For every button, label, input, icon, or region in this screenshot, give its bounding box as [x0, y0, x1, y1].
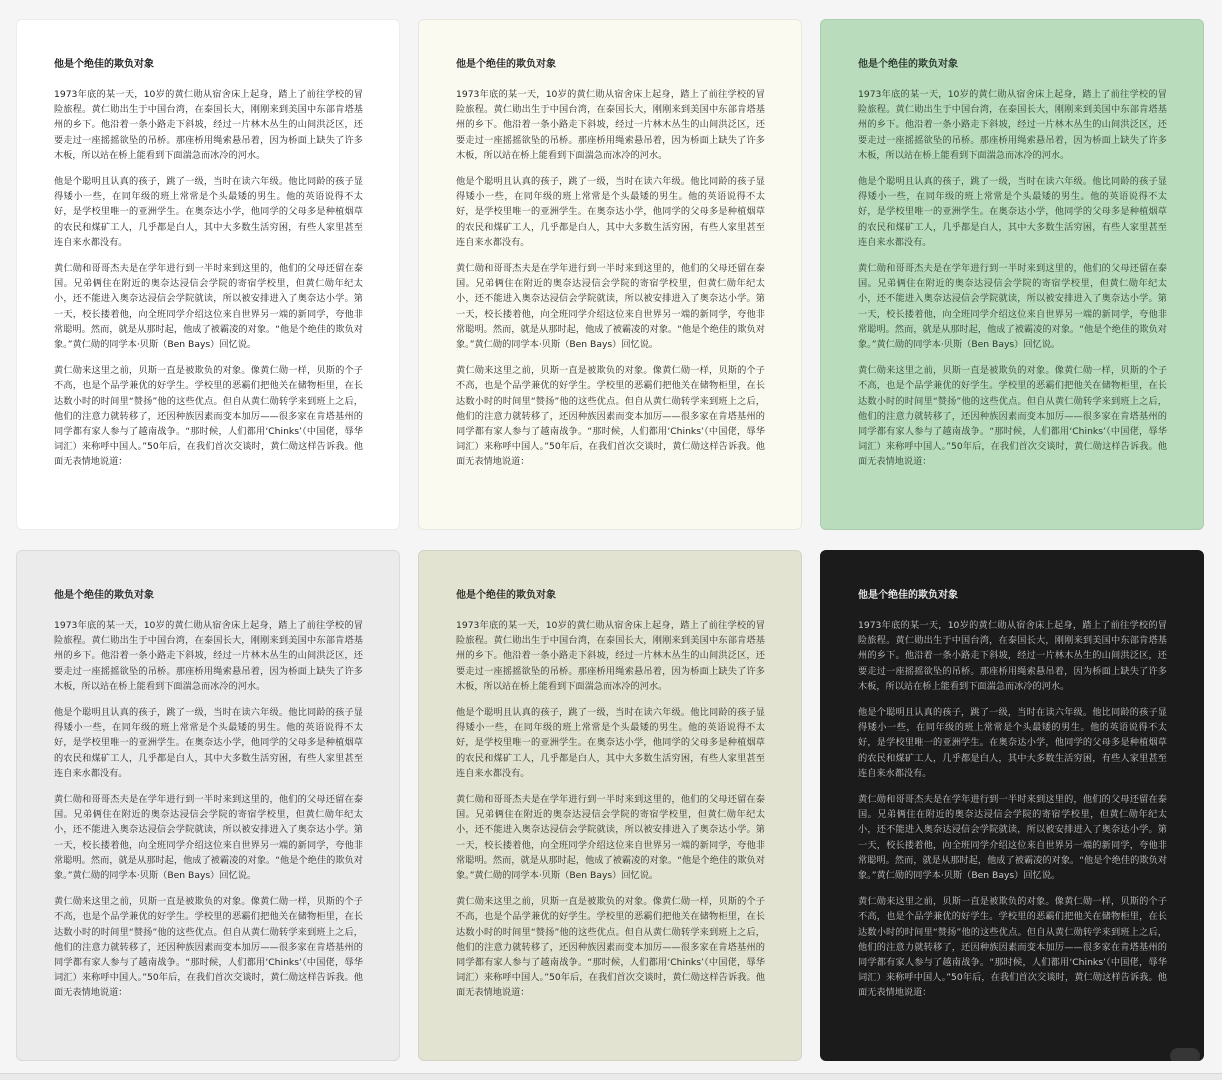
- theme-card-gray[interactable]: [16, 550, 400, 1061]
- article-paragraph: 黄仁勋来这里之前，贝斯一直是被欺负的对象。像黄仁勋一样，贝斯的个子不高，也是个品学兼优的好学生。学校里的恶霸们把他关在储物柜里，在长达数小时的时间里“赞扬”他的这些优点。但自从黄仁勋转学来到班上之后，他们的注意力就转移了，还因种族因素而变本加厉——很多家在肯塔基州的同学都有家人参与了越南战争。“那时候，人们都用‘Chinks’（中国佬，辱华词汇）来称呼中国人。”50年后，在我们首次交谈时，黄仁勋这样告诉我。他面无表情地说道：: [858, 365, 1167, 468]
- article-paragraph: 他是个聪明且认真的孩子，跳了一级，当时在读六年级。他比同龄的孩子显得矮小一些，在同年级的班上常常是个头最矮的男生。他的英语说得不太好，是学校里唯一的亚洲学生。在奥奈达小学，他同学的父母多是种植烟草的农民和煤矿工人，几乎都是白人，其中大多数生活穷困，有些人家里甚至连自来水都没有。: [54, 707, 363, 779]
- article-paragraph: 1973年底的某一天，10岁的黄仁勋从宿舍床上起身，踏上了前往学校的冒险旅程。黄仁勋出生于中国台湾，在泰国长大，刚刚来到美国中东部肯塔基州的乡下。他沿着一条小路走下斜坡，经过一片林木丛生的山间洪泛区，还要走过一座摇摇欲坠的吊桥。那座桥用绳索悬吊着，因为桥面上缺失了许多木板，所以站在桥上能看到下面湍急而冰冷的河水。: [858, 620, 1167, 692]
- article-paragraph: 黄仁勋来这里之前，贝斯一直是被欺负的对象。像黄仁勋一样，贝斯的个子不高，也是个品学兼优的好学生。学校里的恶霸们把他关在储物柜里，在长达数小时的时间里“赞扬”他的这些优点。但自从黄仁勋转学来到班上之后，他们的注意力就转移了，还因种族因素而变本加厉——很多家在肯塔基州的同学都有家人参与了越南战争。“那时候，人们都用‘Chinks’（中国佬，辱华词汇）来称呼中国人。”50年后，在我们首次交谈时，黄仁勋这样告诉我。他面无表情地说道：: [858, 896, 1167, 999]
- article-paragraph: 黄仁勋来这里之前，贝斯一直是被欺负的对象。像黄仁勋一样，贝斯的个子不高，也是个品学兼优的好学生。学校里的恶霸们把他关在储物柜里，在长达数小时的时间里“赞扬”他的这些优点。但自从黄仁勋转学来到班上之后，他们的注意力就转移了，还因种族因素而变本加厉——很多家在肯塔基州的同学都有家人参与了越南战争。“那时候，人们都用‘Chinks’（中国佬，辱华词汇）来称呼中国人。”50年后，在我们首次交谈时，黄仁勋这样告诉我。他面无表情地说道：: [54, 365, 363, 468]
- theme-card-dark[interactable]: [820, 550, 1204, 1061]
- article-title: 他是个绝佳的欺负对象: [858, 590, 958, 601]
- article-paragraph: 他是个聪明且认真的孩子，跳了一级，当时在读六年级。他比同龄的孩子显得矮小一些，在同年级的班上常常是个头最矮的男生。他的英语说得不太好，是学校里唯一的亚洲学生。在奥奈达小学，他同学的父母多是种植烟草的农民和煤矿工人，几乎都是白人，其中大多数生活穷困，有些人家里甚至连自来水都没有。: [54, 176, 363, 248]
- theme-card-khaki[interactable]: [418, 550, 802, 1061]
- article-paragraph: 黄仁勋来这里之前，贝斯一直是被欺负的对象。像黄仁勋一样，贝斯的个子不高，也是个品学兼优的好学生。学校里的恶霸们把他关在储物柜里，在长达数小时的时间里“赞扬”他的这些优点。但自从黄仁勋转学来到班上之后，他们的注意力就转移了，还因种族因素而变本加厉——很多家在肯塔基州的同学都有家人参与了越南战争。“那时候，人们都用‘Chinks’（中国佬，辱华词汇）来称呼中国人。”50年后，在我们首次交谈时，黄仁勋这样告诉我。他面无表情地说道：: [456, 896, 765, 999]
- article-title: 他是个绝佳的欺负对象: [54, 59, 154, 70]
- article-paragraph: 黄仁勋来这里之前，贝斯一直是被欺负的对象。像黄仁勋一样，贝斯的个子不高，也是个品学兼优的好学生。学校里的恶霸们把他关在储物柜里，在长达数小时的时间里“赞扬”他的这些优点。但自从黄仁勋转学来到班上之后，他们的注意力就转移了，还因种族因素而变本加厉——很多家在肯塔基州的同学都有家人参与了越南战争。“那时候，人们都用‘Chinks’（中国佬，辱华词汇）来称呼中国人。”50年后，在我们首次交谈时，黄仁勋这样告诉我。他面无表情地说道：: [456, 365, 765, 468]
- article-title: 他是个绝佳的欺负对象: [456, 590, 556, 601]
- bottom-edge: [0, 1073, 1222, 1080]
- article-paragraph: 他是个聪明且认真的孩子，跳了一级，当时在读六年级。他比同龄的孩子显得矮小一些，在同年级的班上常常是个头最矮的男生。他的英语说得不太好，是学校里唯一的亚洲学生。在奥奈达小学，他同学的父母多是种植烟草的农民和煤矿工人，几乎都是白人，其中大多数生活穷困，有些人家里甚至连自来水都没有。: [456, 707, 765, 779]
- article-paragraph: 他是个聪明且认真的孩子，跳了一级，当时在读六年级。他比同龄的孩子显得矮小一些，在同年级的班上常常是个头最矮的男生。他的英语说得不太好，是学校里唯一的亚洲学生。在奥奈达小学，他同学的父母多是种植烟草的农民和煤矿工人，几乎都是白人，其中大多数生活穷困，有些人家里甚至连自来水都没有。: [858, 707, 1167, 779]
- article-title: 他是个绝佳的欺负对象: [54, 590, 154, 601]
- article-paragraph: 黄仁勋和哥哥杰夫是在学年进行到一半时来到这里的，他们的父母还留在泰国。兄弟俩住在附近的奥奈达浸信会学院的寄宿学校里，但黄仁勋年纪太小，还不能进入奥奈达浸信会学院就读，所以被安排进入了奥奈达小学。第一天，校长搂着他，向全班同学介绍这位来自世界另一端的新同学，夸他非常聪明。然而，就是从那时起，他成了被霸凌的对象。“他是个绝佳的欺负对象。”黄仁勋的同学本·贝斯（Ben Bays）回忆说。: [858, 794, 1167, 882]
- article-paragraph: 他是个聪明且认真的孩子，跳了一级，当时在读六年级。他比同龄的孩子显得矮小一些，在同年级的班上常常是个头最矮的男生。他的英语说得不太好，是学校里唯一的亚洲学生。在奥奈达小学，他同学的父母多是种植烟草的农民和煤矿工人，几乎都是白人，其中大多数生活穷困，有些人家里甚至连自来水都没有。: [456, 176, 765, 248]
- article-paragraph: 1973年底的某一天，10岁的黄仁勋从宿舍床上起身，踏上了前往学校的冒险旅程。黄仁勋出生于中国台湾，在泰国长大，刚刚来到美国中东部肯塔基州的乡下。他沿着一条小路走下斜坡，经过一片林木丛生的山间洪泛区，还要走过一座摇摇欲坠的吊桥。那座桥用绳索悬吊着，因为桥面上缺失了许多木板，所以站在桥上能看到下面湍急而冰冷的河水。: [456, 620, 765, 692]
- article-paragraph: 黄仁勋和哥哥杰夫是在学年进行到一半时来到这里的，他们的父母还留在泰国。兄弟俩住在附近的奥奈达浸信会学院的寄宿学校里，但黄仁勋年纪太小，还不能进入奥奈达浸信会学院就读，所以被安排进入了奥奈达小学。第一天，校长搂着他，向全班同学介绍这位来自世界另一端的新同学，夸他非常聪明。然而，就是从那时起，他成了被霸凌的对象。“他是个绝佳的欺负对象。”黄仁勋的同学本·贝斯（Ben Bays）回忆说。: [456, 263, 765, 351]
- article-paragraph: 黄仁勋和哥哥杰夫是在学年进行到一半时来到这里的，他们的父母还留在泰国。兄弟俩住在附近的奥奈达浸信会学院的寄宿学校里，但黄仁勋年纪太小，还不能进入奥奈达浸信会学院就读，所以被安排进入了奥奈达小学。第一天，校长搂着他，向全班同学介绍这位来自世界另一端的新同学，夸他非常聪明。然而，就是从那时起，他成了被霸凌的对象。“他是个绝佳的欺负对象。”黄仁勋的同学本·贝斯（Ben Bays）回忆说。: [54, 263, 363, 351]
- theme-card-green[interactable]: [820, 19, 1204, 530]
- article-paragraph: 1973年底的某一天，10岁的黄仁勋从宿舍床上起身，踏上了前往学校的冒险旅程。黄仁勋出生于中国台湾，在泰国长大，刚刚来到美国中东部肯塔基州的乡下。他沿着一条小路走下斜坡，经过一片林木丛生的山间洪泛区，还要走过一座摇摇欲坠的吊桥。那座桥用绳索悬吊着，因为桥面上缺失了许多木板，所以站在桥上能看到下面湍急而冰冷的河水。: [54, 620, 363, 692]
- watermark: [1170, 1048, 1200, 1064]
- article-paragraph: 1973年底的某一天，10岁的黄仁勋从宿舍床上起身，踏上了前往学校的冒险旅程。黄仁勋出生于中国台湾，在泰国长大，刚刚来到美国中东部肯塔基州的乡下。他沿着一条小路走下斜坡，经过一片林木丛生的山间洪泛区，还要走过一座摇摇欲坠的吊桥。那座桥用绳索悬吊着，因为桥面上缺失了许多木板，所以站在桥上能看到下面湍急而冰冷的河水。: [54, 89, 363, 161]
- theme-card-cream[interactable]: [418, 19, 802, 530]
- article-paragraph: 他是个聪明且认真的孩子，跳了一级，当时在读六年级。他比同龄的孩子显得矮小一些，在同年级的班上常常是个头最矮的男生。他的英语说得不太好，是学校里唯一的亚洲学生。在奥奈达小学，他同学的父母多是种植烟草的农民和煤矿工人，几乎都是白人，其中大多数生活穷困，有些人家里甚至连自来水都没有。: [858, 176, 1167, 248]
- theme-preview-grid: [16, 19, 1204, 1061]
- article-paragraph: 黄仁勋和哥哥杰夫是在学年进行到一半时来到这里的，他们的父母还留在泰国。兄弟俩住在附近的奥奈达浸信会学院的寄宿学校里，但黄仁勋年纪太小，还不能进入奥奈达浸信会学院就读，所以被安排进入了奥奈达小学。第一天，校长搂着他，向全班同学介绍这位来自世界另一端的新同学，夸他非常聪明。然而，就是从那时起，他成了被霸凌的对象。“他是个绝佳的欺负对象。”黄仁勋的同学本·贝斯（Ben Bays）回忆说。: [54, 794, 363, 882]
- article-paragraph: 黄仁勋和哥哥杰夫是在学年进行到一半时来到这里的，他们的父母还留在泰国。兄弟俩住在附近的奥奈达浸信会学院的寄宿学校里，但黄仁勋年纪太小，还不能进入奥奈达浸信会学院就读，所以被安排进入了奥奈达小学。第一天，校长搂着他，向全班同学介绍这位来自世界另一端的新同学，夸他非常聪明。然而，就是从那时起，他成了被霸凌的对象。“他是个绝佳的欺负对象。”黄仁勋的同学本·贝斯（Ben Bays）回忆说。: [858, 263, 1167, 351]
- article-paragraph: 黄仁勋来这里之前，贝斯一直是被欺负的对象。像黄仁勋一样，贝斯的个子不高，也是个品学兼优的好学生。学校里的恶霸们把他关在储物柜里，在长达数小时的时间里“赞扬”他的这些优点。但自从黄仁勋转学来到班上之后，他们的注意力就转移了，还因种族因素而变本加厉——很多家在肯塔基州的同学都有家人参与了越南战争。“那时候，人们都用‘Chinks’（中国佬，辱华词汇）来称呼中国人。”50年后，在我们首次交谈时，黄仁勋这样告诉我。他面无表情地说道：: [54, 896, 363, 999]
- theme-card-white[interactable]: [16, 19, 400, 530]
- article-paragraph: 1973年底的某一天，10岁的黄仁勋从宿舍床上起身，踏上了前往学校的冒险旅程。黄仁勋出生于中国台湾，在泰国长大，刚刚来到美国中东部肯塔基州的乡下。他沿着一条小路走下斜坡，经过一片林木丛生的山间洪泛区，还要走过一座摇摇欲坠的吊桥。那座桥用绳索悬吊着，因为桥面上缺失了许多木板，所以站在桥上能看到下面湍急而冰冷的河水。: [858, 89, 1167, 161]
- article-paragraph: 黄仁勋和哥哥杰夫是在学年进行到一半时来到这里的，他们的父母还留在泰国。兄弟俩住在附近的奥奈达浸信会学院的寄宿学校里，但黄仁勋年纪太小，还不能进入奥奈达浸信会学院就读，所以被安排进入了奥奈达小学。第一天，校长搂着他，向全班同学介绍这位来自世界另一端的新同学，夸他非常聪明。然而，就是从那时起，他成了被霸凌的对象。“他是个绝佳的欺负对象。”黄仁勋的同学本·贝斯（Ben Bays）回忆说。: [456, 794, 765, 882]
- article-paragraph: 1973年底的某一天，10岁的黄仁勋从宿舍床上起身，踏上了前往学校的冒险旅程。黄仁勋出生于中国台湾，在泰国长大，刚刚来到美国中东部肯塔基州的乡下。他沿着一条小路走下斜坡，经过一片林木丛生的山间洪泛区，还要走过一座摇摇欲坠的吊桥。那座桥用绳索悬吊着，因为桥面上缺失了许多木板，所以站在桥上能看到下面湍急而冰冷的河水。: [456, 89, 765, 161]
- article-title: 他是个绝佳的欺负对象: [858, 59, 958, 70]
- article-title: 他是个绝佳的欺负对象: [456, 59, 556, 70]
